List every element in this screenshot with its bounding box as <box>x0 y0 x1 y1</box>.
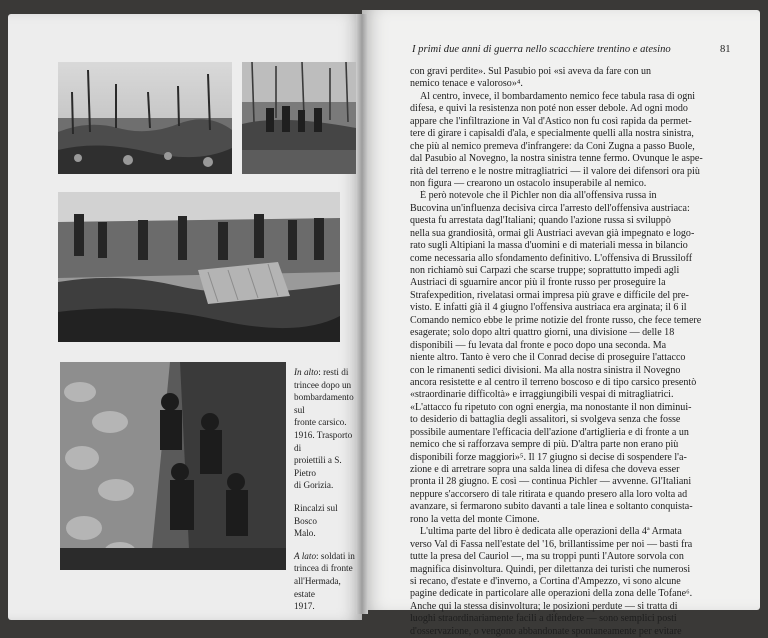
text-line: Bucovina un'influenza decisiva circa l'arresto dell'offensiva austriaca: <box>410 202 690 214</box>
caption-in-alto: In alto: resti di trincee dopo un bombardamento sul fronte carsico. 1916. Trasporto di proiettili a S. Pietro di Gorizia. <box>294 367 354 491</box>
text-line: Austriaci di sguarnire ancor più il fronte russo per proseguire la <box>410 277 666 289</box>
caption-line: Rincalzi sul Bosco <box>294 502 338 526</box>
caption-line: resti di <box>323 367 349 377</box>
text-line: disponibili forze maggiori»⁵. Il 17 giugno si decise di sospendere l'a- <box>410 451 687 463</box>
photo-shell-transport <box>242 62 356 174</box>
text-line: possibile aumentare l'efficacia dell'azione d'artiglieria e di fronte a un <box>410 426 689 438</box>
caption-line: soldati in <box>320 550 355 561</box>
text-line: non richiamò sui Carpazi che scarse truppe; soprattutto impedì agli <box>410 265 680 276</box>
caption-line: trincea di fronte <box>294 563 353 574</box>
caption-line: all'Hermada, estate <box>294 575 341 599</box>
text-line: to desiderio di battaglia degli assalitori, si svolgeva senza che fosse <box>410 414 681 426</box>
caption-line: di Gorizia. <box>294 480 334 491</box>
text-line: nemico tenace e valoroso»⁴. <box>410 78 523 90</box>
text-line: dal Pasubio al Novegno, la nostra sinistra tenne fermo. Ovunque le aspe- <box>410 153 703 165</box>
caption-a-lato-label: A lato <box>294 550 317 561</box>
running-head: I primi due anni di guerra nello scacchiere trentino e atesino <box>412 44 671 55</box>
caption-a-lato: A lato: soldati in trincea di fronte all'Hermada, estate 1917. <box>294 550 355 612</box>
text-line: difesa, e quivi la resistenza non poté non esser debole. Ad ogni modo <box>410 103 688 115</box>
text-line: «straordinarie difficoltà» e irraggiungibili vespai di mitragliatrici. <box>410 389 674 401</box>
page-number: 81 <box>720 44 731 55</box>
text-line: disponibili — fu levata dal fronte e poco dopo una seconda. Ma <box>410 339 667 351</box>
text-line: come necessaria allo sfondamento definitivo. L'offensiva di Brussiloff <box>410 252 693 264</box>
text-line: verso Val di Fassa nell'estate del '16, brillantissime per noi — basti fra <box>410 538 693 550</box>
text-line: nella sua grandiosità, ormai gli Austriaci avevan già impegnato e logo- <box>410 227 695 239</box>
text-line: Strafexpedition, rivelatasi ormai impresa più grave e difficile del pre- <box>410 289 689 301</box>
text-line: Comando nemico ebbe le prime notizie del fronte russo, che fece temere <box>410 314 702 326</box>
text-line: niente altro. Tanto è vero che il Conrad decise di proseguire l'attacco <box>410 352 686 364</box>
caption-line: proiettili a S. Pietro <box>294 455 342 478</box>
text-line: tere di girare i capisaldi d'ala, e specialmente quelli alla nostra sinistra, <box>410 128 694 140</box>
caption-line: Malo. <box>294 528 316 539</box>
text-line: nemico che si rafforzava sempre di più. D'altra parte non erano più <box>410 439 679 451</box>
photo-bosco-malo <box>58 192 340 342</box>
text-line: avanzare, si fermarono subito davanti a tale linea e soltanto conquista- <box>410 501 693 513</box>
text-line: tutte la presa del Cauriol —, ma su troppi punti l'Autore sorvola con <box>410 551 684 563</box>
text-line: con gravi perdite». Sul Pasubio poi «si aveva da fare con un <box>410 66 652 77</box>
caption-line: bombardamento sul <box>294 392 354 415</box>
text-line: ancora resistette e al centro il terreno boscoso e di tipo carsico presentò <box>410 376 697 388</box>
photo-trench-ruins <box>58 62 232 174</box>
text-line: Anche qui la stessa disinvoltura; le posizioni perdute — si tratta di <box>410 600 678 612</box>
caption-in-alto-label: In alto <box>294 367 319 377</box>
text-line: L'ultima parte del libro è dedicata alle operazioni della 4ª Armata <box>420 526 682 538</box>
text-line: zione e di arretrare sopra una salda linea di difesa che doveva esser <box>410 464 680 475</box>
text-line: d'osservazione, o vengono abbandonate spontaneamente per evitare <box>410 625 682 637</box>
text-line: «L'attacco fu ripetuto con ogni energia, ma nonostante il non diminui- <box>410 401 692 413</box>
caption-line: fronte carsico. <box>294 417 347 428</box>
text-line: non figura — crearono un ostacolo insuperabile al nemico. <box>410 177 647 189</box>
text-line: questa fu arrestata dagl'Italiani; quando l'azione russa si sviluppò <box>410 215 671 227</box>
text-line: appare che l'infiltrazione in Val d'Astico non fu così rapida da permet- <box>410 115 692 127</box>
caption-rincalzi <box>294 502 358 540</box>
text-line: che più al nemico premeva d'infrangere: da Coni Zugna a passo Buole, <box>410 140 695 152</box>
photo-hermada-trench <box>60 362 286 570</box>
text-line: neppure s'accorsero di tale ritirata e quando presero alla loro volta ad <box>410 488 688 500</box>
caption-line: trincee dopo un <box>294 379 352 390</box>
caption-line: 1916. Trasporto di <box>294 429 353 453</box>
text-line: con le rimanenti sedici divisioni. Ma alla nostra sinistra il Novegno <box>410 364 681 376</box>
text-line: rono la vetta del monte Cimone. <box>410 513 540 525</box>
text-line: visto. E infatti già il 4 giugno l'offensiva austriaca era arginata; il 6 il <box>410 302 687 314</box>
text-line: magnifica disinvoltura. Quindi, per dilettanza dei turisti che numerosi <box>410 563 691 575</box>
text-line: pagine dedicate in particolare alle operazioni della zona delle Tofane⁶. <box>410 588 693 600</box>
text-line: luoghi straordinariamente facili a difendere — sono semplici posti <box>410 613 677 625</box>
text-line: si recano, d'estate e d'inverno, a Cortina d'Ampezzo, vi sono alcune <box>410 575 681 587</box>
photo-caption <box>294 366 358 623</box>
text-line: È però notevole che il Pichler non dia all'offensiva russa in <box>420 190 657 202</box>
text-line: rato sugli Altipiani la massa d'uomini e di materiali messa in bilancio <box>410 240 688 252</box>
text-line: esagerate; solo dopo altri quattro giorni, una divisione — delle 18 <box>410 327 675 339</box>
body-text <box>410 66 730 638</box>
text-line: Al centro, invece, il bombardamento nemico fece tabula rasa di ogni <box>420 90 696 102</box>
text-line: pronta il 28 giugno. E così — continua Pichler — avvenne. Gl'Italiani <box>410 476 692 488</box>
caption-line: 1917. <box>294 601 315 612</box>
text-line: rità del terreno e le nostre mitragliatrici — il valore dei difensori ora più <box>410 165 700 177</box>
